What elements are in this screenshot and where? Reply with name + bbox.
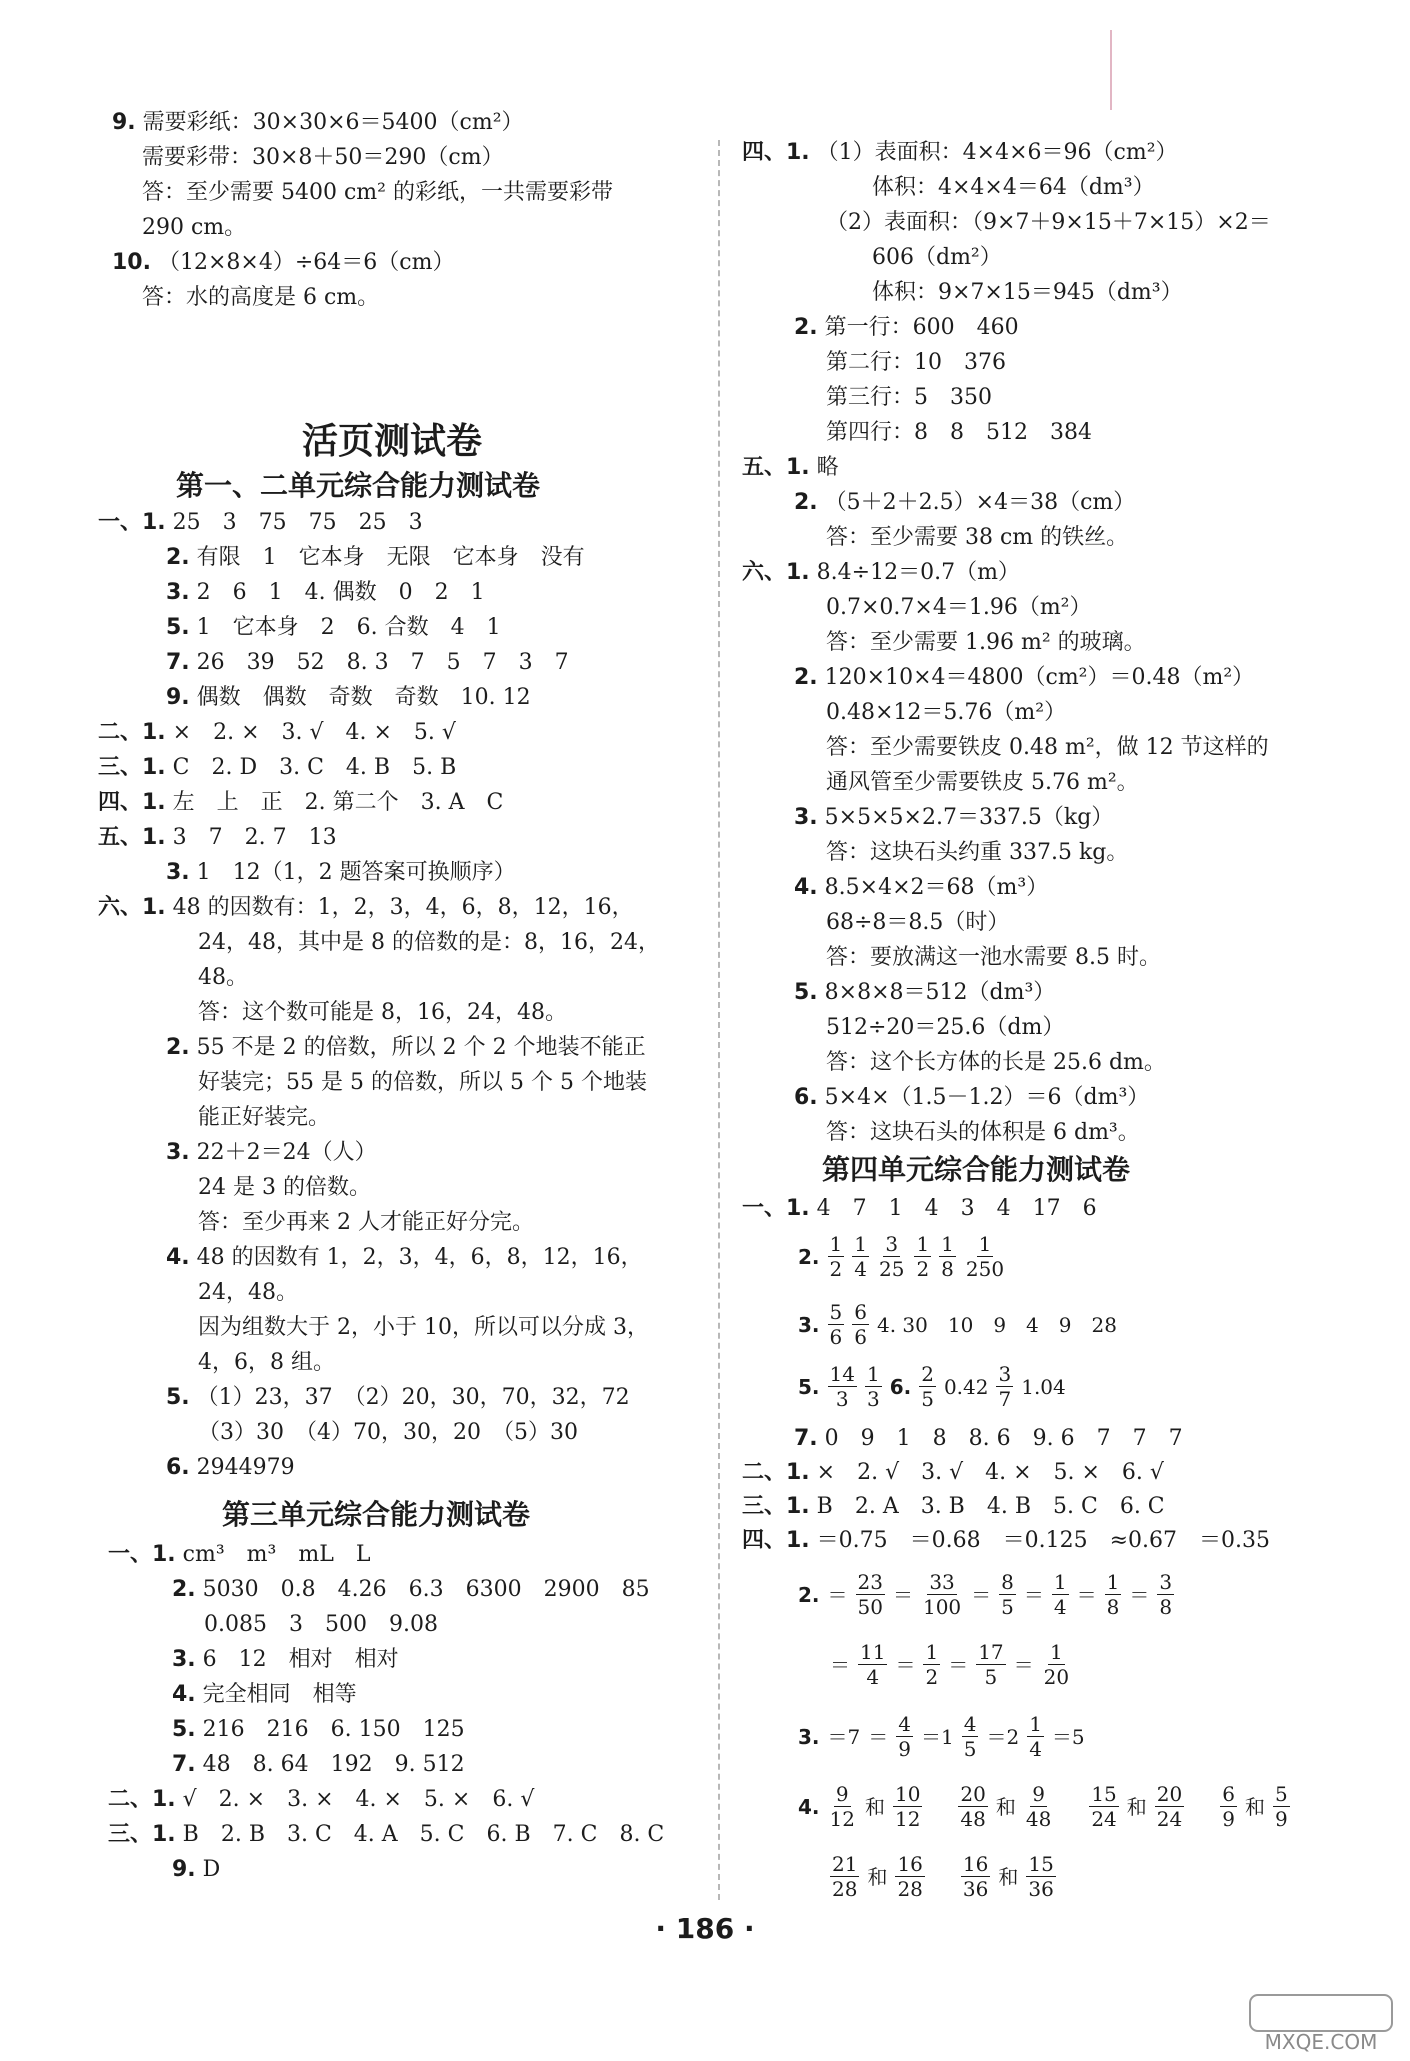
denominator: 2 (925, 1665, 939, 1689)
answer-line: 二、1. √ 2. × 3. × 4. × 5. × 6. √ (108, 1787, 535, 1812)
text-run: 和 (867, 1864, 888, 1889)
item-number: 3. (166, 1140, 190, 1165)
denominator: 3 (835, 1387, 849, 1411)
fraction (914, 1232, 931, 1281)
fraction (1220, 1782, 1237, 1831)
denominator: 5 (963, 1737, 977, 1761)
numerator: 1 (1050, 1640, 1063, 1664)
text-run: ＝5 (1051, 1724, 1085, 1749)
fraction (1105, 1570, 1122, 1619)
answer-line: 3. 1 12（1，2 题答案可换顺序） (166, 860, 516, 885)
item-number: 2. (166, 1035, 190, 1060)
denominator: 28 (897, 1877, 923, 1901)
item-number: 6. (166, 1455, 190, 1480)
text-run: ＝2 (986, 1724, 1020, 1749)
text-run: 和 (864, 1794, 885, 1819)
answer-line: （2）表面积：（9×7＋9×15＋7×15）×2＝ (826, 210, 1271, 235)
answer-line: 6. 5×4×（1.5－1.2）＝6（dm³） (794, 1085, 1150, 1110)
denominator: 28 (832, 1877, 858, 1901)
answer-line: 48。 (198, 965, 248, 990)
answer-line: 9. 需要彩纸：30×30×6＝5400（cm²） (112, 110, 524, 135)
answer-line: 答：这个数可能是 8，16，24，48。 (198, 1000, 567, 1025)
fraction (958, 1782, 987, 1831)
answer-line: 四、1. （1）表面积：4×4×6＝96（cm²） (742, 140, 1178, 165)
fraction-line (794, 1232, 1010, 1281)
fraction (996, 1362, 1013, 1411)
denominator: 6 (829, 1325, 843, 1349)
denominator: 48 (1025, 1807, 1052, 1831)
answer-line: 二、1. × 2. √ 3. √ 4. × 5. × 6. √ (742, 1460, 1164, 1485)
answer-line: 好装完；55 是 5 的倍数，所以 5 个 5 个地装 (198, 1070, 647, 1095)
answer-line: 4，6，8 组。 (198, 1350, 335, 1375)
answer-line: 24，48，其中是 8 的倍数的是：8，16，24， (198, 930, 660, 955)
fraction (1273, 1782, 1290, 1831)
text-run: ＝ (830, 1652, 850, 1677)
fraction (961, 1852, 990, 1901)
fraction (1042, 1640, 1071, 1689)
text-run: ＝ (1013, 1652, 1034, 1677)
item-number: 5. (798, 1374, 820, 1399)
denominator: 7 (998, 1387, 1012, 1411)
item-number: 四、1. (742, 1528, 810, 1553)
answer-line: 体积：9×7×15＝945（dm³） (872, 280, 1183, 305)
denominator: 24 (1156, 1807, 1183, 1831)
answer-line: 0.48×12＝5.76（m²） (826, 700, 1067, 725)
text-run (1061, 1795, 1081, 1819)
text-run: ＝ (895, 1652, 916, 1677)
answer-line: 答：至少需要 1.96 m² 的玻璃。 (826, 630, 1146, 655)
answer-line: 5. 8×8×8＝512（dm³） (794, 980, 1056, 1005)
item-number: 7. (172, 1752, 196, 1777)
answer-line: 7. 26 39 52 8. 3 7 5 7 3 7 (166, 650, 569, 675)
numerator: 8 (1001, 1570, 1014, 1594)
item-number: 二、1. (742, 1460, 810, 1485)
denominator: 50 (857, 1595, 883, 1619)
fraction (828, 1782, 857, 1831)
numerator: 15 (1028, 1852, 1054, 1876)
item-number: 五、1. (742, 455, 810, 480)
answer-line: （3）30 （4）70，30，20 （5）30 (198, 1420, 578, 1445)
numerator: 9 (1032, 1782, 1045, 1806)
item-number: 一、1. (98, 510, 166, 535)
answer-line: 答：水的高度是 6 cm。 (142, 285, 380, 310)
denominator: 100 (922, 1595, 962, 1619)
answer-line: 六、1. 8.4÷12＝0.7（m） (742, 560, 1020, 585)
answer-line: 0.085 3 500 9.08 (204, 1612, 438, 1637)
numerator: 5 (829, 1300, 843, 1324)
denominator: 3 (866, 1387, 880, 1411)
item-number: 三、1. (108, 1822, 176, 1847)
item-number: 二、1. (98, 720, 166, 745)
answer-line: 答：至少需要铁皮 0.48 m²，做 12 节这样的 (826, 735, 1269, 760)
item-number: 2. (172, 1577, 196, 1602)
answer-line: 2. 5030 0.8 4.26 6.3 6300 2900 85 (172, 1577, 650, 1602)
answer-line: 五、1. 3 7 2. 7 13 (98, 825, 337, 850)
fraction (865, 1362, 882, 1411)
answer-line: 四、1. ＝0.75 ＝0.68 ＝0.125 ≈0.67 ＝0.35 (742, 1528, 1271, 1553)
answer-line: 4. 48 的因数有 1，2，3，4，6，8，12，16， (166, 1245, 643, 1270)
answer-line: 答：要放满这一池水需要 8.5 时。 (826, 945, 1161, 970)
answer-line: 二、1. × 2. × 3. √ 4. × 5. √ (98, 720, 456, 745)
answer-line: 5. 1 它本身 2 6. 合数 4 1 (166, 615, 501, 640)
numerator: 9 (835, 1782, 849, 1806)
fraction-line (794, 1782, 1322, 1831)
item-number: 5. (172, 1717, 196, 1742)
numerator: 1 (829, 1232, 843, 1256)
fraction-line (794, 1362, 1070, 1411)
denominator: 8 (941, 1257, 954, 1281)
numerator: 3 (885, 1232, 899, 1256)
fraction-line (794, 1712, 1089, 1761)
item-number: 7. (166, 650, 190, 675)
denominator: 12 (829, 1807, 855, 1831)
fraction (895, 1852, 924, 1901)
answer-line: 一、1. 25 3 75 75 25 3 (98, 510, 423, 535)
fraction (828, 1300, 845, 1349)
answer-line: 答：至少再来 2 人才能正好分完。 (198, 1210, 534, 1235)
fraction (828, 1232, 845, 1281)
denominator: 4 (866, 1665, 880, 1689)
answer-line: 第三行：5 350 (826, 385, 992, 410)
denominator: 20 (1043, 1665, 1070, 1689)
answer-line: 290 cm。 (142, 215, 247, 240)
watermark-text: MXQE.COM (1264, 2030, 1378, 2053)
numerator: 23 (857, 1570, 883, 1594)
item-number: 9. (112, 110, 136, 135)
fraction (1026, 1852, 1055, 1901)
item-number: 7. (794, 1426, 818, 1451)
item-number: 三、1. (742, 1494, 810, 1519)
answer-line: 4. 完全相同 相等 (172, 1682, 357, 1707)
text-run: 和 (995, 1794, 1016, 1819)
item-number: 六、1. (98, 895, 166, 920)
answer-line: 五、1. 略 (742, 455, 839, 480)
numerator: 1 (978, 1232, 992, 1256)
answer-line: 四、1. 左 上 正 2. 第二个 3. A C (98, 790, 504, 815)
denominator: 48 (960, 1807, 986, 1831)
fraction (999, 1570, 1016, 1619)
denominator: 5 (921, 1387, 934, 1411)
text-run (1064, 1865, 1084, 1889)
answer-line: 因为组数大于 2，小于 10，所以可以分成 3， (198, 1315, 649, 1340)
numerator: 33 (929, 1570, 955, 1594)
numerator: 1 (941, 1232, 954, 1256)
answer-line: 7. 48 8. 64 192 9. 512 (172, 1752, 465, 1777)
fraction (1157, 1570, 1174, 1619)
answer-line: 0.7×0.7×4＝1.96（m²） (826, 595, 1092, 620)
fraction (893, 1782, 922, 1831)
item-number: 4. (798, 1794, 820, 1819)
numerator: 3 (998, 1362, 1012, 1386)
text-run: 1.04 (1021, 1374, 1066, 1399)
numerator: 20 (1156, 1782, 1183, 1806)
answer-line: 通风管至少需要铁皮 5.76 m²。 (826, 770, 1139, 795)
fraction (852, 1300, 869, 1349)
text-run (933, 1865, 953, 1889)
text-run: ＝1 (920, 1724, 954, 1749)
numerator: 16 (897, 1852, 923, 1876)
denominator: 250 (965, 1257, 1005, 1281)
item-number: 五、1. (98, 825, 166, 850)
fraction (1089, 1782, 1118, 1831)
text-run: ＝ (1076, 1582, 1097, 1607)
item-number: 5. (166, 615, 190, 640)
item-number: 三、1. (98, 755, 166, 780)
answer-line: 答：至少需要 38 cm 的铁丝。 (826, 525, 1129, 550)
fraction (964, 1232, 1006, 1281)
fraction (852, 1232, 869, 1281)
answer-line: 9. D (172, 1857, 221, 1882)
denominator: 2 (829, 1257, 843, 1281)
numerator: 4 (898, 1712, 911, 1736)
item-number: 5. (794, 980, 818, 1005)
numerator: 10 (894, 1782, 921, 1806)
answer-line: 3. 6 12 相对 相对 (172, 1647, 399, 1672)
answer-line: 7. 0 9 1 8 8. 6 9. 6 7 7 7 (794, 1426, 1183, 1451)
section-title: 第一、二单元综合能力测试卷 (176, 469, 541, 502)
denominator: 12 (894, 1807, 921, 1831)
text-run (930, 1795, 950, 1819)
fraction (919, 1362, 936, 1411)
fraction (923, 1640, 940, 1689)
item-number: 6. (794, 1085, 818, 1110)
section-title: 活页测试卷 (302, 421, 483, 462)
item-number: 3. (172, 1647, 196, 1672)
fraction (856, 1570, 885, 1619)
watermark-logo (1246, 1993, 1396, 2053)
fraction-line (794, 1300, 1121, 1349)
answer-line: 9. 偶数 偶数 奇数 奇数 10. 12 (166, 685, 531, 710)
answer-line: 3. 22＋2＝24（人） (166, 1140, 377, 1165)
numerator: 6 (1222, 1782, 1235, 1806)
text-run (1192, 1795, 1212, 1819)
numerator: 1 (866, 1362, 880, 1386)
item-number: 3. (166, 860, 190, 885)
text-run: 和 (998, 1864, 1019, 1889)
denominator: 4 (1029, 1737, 1042, 1761)
numerator: 5 (1274, 1782, 1288, 1806)
answer-line: 2. （5＋2＋2.5）×4＝38（cm） (794, 490, 1136, 515)
numerator: 16 (962, 1852, 989, 1876)
answer-line: 3. 2 6 1 4. 偶数 0 2 1 (166, 580, 485, 605)
numerator: 1 (925, 1640, 939, 1664)
item-number: 2. (798, 1582, 820, 1607)
numerator: 2 (921, 1362, 934, 1386)
item-number: 3. (794, 805, 818, 830)
item-number: 4. (166, 1245, 190, 1270)
page-number: · 186 · (655, 1912, 755, 1945)
answer-line: 能正好装完。 (198, 1105, 331, 1130)
numerator: 1 (916, 1232, 930, 1256)
text-run: ＝ (868, 1724, 889, 1749)
item-number: 六、1. (742, 560, 810, 585)
fraction (921, 1570, 963, 1619)
item-number: 一、1. (742, 1196, 810, 1221)
edge-mark (1110, 30, 1112, 110)
denominator: 24 (1091, 1807, 1117, 1831)
text-run (1298, 1795, 1318, 1819)
numerator: 17 (978, 1640, 1004, 1664)
column-divider (718, 140, 720, 1900)
fraction (962, 1712, 979, 1761)
denominator: 36 (962, 1877, 989, 1901)
numerator: 20 (960, 1782, 986, 1806)
item-number: 2. (166, 545, 190, 570)
item-number: 四、1. (98, 790, 166, 815)
numerator: 14 (829, 1362, 855, 1386)
numerator: 4 (963, 1712, 977, 1736)
answer-line: 第四行：8 8 512 384 (826, 420, 1092, 445)
denominator: 25 (878, 1257, 905, 1281)
answer-line: 答：这块石头的体积是 6 dm³。 (826, 1120, 1140, 1145)
answer-line: 答：这块石头约重 337.5 kg。 (826, 840, 1129, 865)
item-number: 四、1. (742, 140, 810, 165)
item-number: 9. (172, 1857, 196, 1882)
fraction (1024, 1782, 1053, 1831)
fraction-line (794, 1570, 1178, 1619)
item-number: 4. (172, 1682, 196, 1707)
answer-line: 三、1. B 2. A 3. B 4. B 5. C 6. C (742, 1494, 1165, 1519)
fraction (896, 1712, 913, 1761)
denominator: 8 (1159, 1595, 1173, 1619)
numerator: 1 (1053, 1570, 1067, 1594)
fraction-line (826, 1852, 1088, 1901)
answer-line: 2. 120×10×4＝4800（cm²）＝0.48（m²） (794, 665, 1255, 690)
item-number: 一、1. (108, 1542, 176, 1567)
answer-line: 第二行：10 376 (826, 350, 1006, 375)
text-run: ＝ (827, 1582, 848, 1607)
denominator: 9 (898, 1737, 911, 1761)
answer-line: 需要彩带：30×8＋50＝290（cm） (142, 145, 504, 170)
item-number: 2. (794, 490, 818, 515)
numerator: 11 (860, 1640, 886, 1664)
numerator: 6 (854, 1300, 867, 1324)
answer-line: 512÷20＝25.6（dm） (826, 1015, 1065, 1040)
answer-line: 2. 第一行：600 460 (794, 315, 1019, 340)
text-run: ＝ (1023, 1582, 1044, 1607)
numerator: 3 (1159, 1570, 1173, 1594)
item-number: 3. (166, 580, 190, 605)
answer-line: 答：至少需要 5400 cm² 的彩纸，一共需要彩带 (142, 180, 613, 205)
item-number: 6. (889, 1374, 912, 1399)
text-run: 4. 30 10 9 4 9 28 (876, 1312, 1117, 1337)
item-number: 4. (794, 875, 818, 900)
answer-line: 5. （1）23，37 （2）20，30，70，32，72 (166, 1385, 630, 1410)
text-run: ＝ (1129, 1582, 1150, 1607)
answer-line: 体积：4×4×4＝64（dm³） (872, 175, 1155, 200)
denominator: 5 (1001, 1595, 1014, 1619)
answer-line: 24，48。 (198, 1280, 298, 1305)
fraction (830, 1852, 859, 1901)
answer-line: 3. 5×5×5×2.7＝337.5（kg） (794, 805, 1114, 830)
denominator: 8 (1106, 1595, 1120, 1619)
fraction (976, 1640, 1005, 1689)
answer-line: 4. 8.5×4×2＝68（m³） (794, 875, 1049, 900)
answer-line: 一、1. cm³ m³ mL L (108, 1542, 371, 1567)
answer-line: 2. 有限 1 它本身 无限 它本身 没有 (166, 545, 585, 570)
item-number: 9. (166, 685, 190, 710)
text-run: ＝ (892, 1582, 913, 1607)
text-run: ＝7 (827, 1724, 861, 1749)
item-number: 3. (798, 1312, 820, 1337)
item-number: 5. (166, 1385, 190, 1410)
answer-line: 6. 2944979 (166, 1455, 295, 1480)
answer-line: 三、1. B 2. B 3. C 4. A 5. C 6. B 7. C 8. C (108, 1822, 665, 1847)
denominator: 4 (854, 1257, 867, 1281)
item-number: 二、1. (108, 1787, 176, 1812)
text-run: ＝ (948, 1652, 969, 1677)
fraction (1052, 1570, 1069, 1619)
item-number: 2. (794, 665, 818, 690)
fraction-line (826, 1640, 1075, 1689)
fraction (939, 1232, 956, 1281)
text-run: 和 (1126, 1794, 1147, 1819)
denominator: 5 (984, 1665, 998, 1689)
answer-line: 一、1. 4 7 1 4 3 4 17 6 (742, 1196, 1097, 1221)
denominator: 4 (1053, 1595, 1067, 1619)
item-number: 2. (798, 1244, 820, 1269)
fraction (877, 1232, 906, 1281)
text-run: 0.42 (943, 1374, 989, 1399)
answer-line: 2. 55 不是 2 的倍数，所以 2 个 2 个地装不能正 (166, 1035, 646, 1060)
numerator: 1 (1029, 1712, 1042, 1736)
answer-line: 10. （12×8×4）÷64＝6（cm） (112, 250, 455, 275)
denominator: 36 (1028, 1877, 1054, 1901)
answer-line: 5. 216 216 6. 150 125 (172, 1717, 465, 1742)
numerator: 1 (1106, 1570, 1120, 1594)
answer-line: 24 是 3 的倍数。 (198, 1175, 371, 1200)
numerator: 21 (832, 1852, 858, 1876)
fraction (1027, 1712, 1044, 1761)
answer-line: 68÷8＝8.5（时） (826, 910, 1010, 935)
text-run: 和 (1244, 1794, 1265, 1819)
denominator: 9 (1222, 1807, 1235, 1831)
item-number: 3. (798, 1724, 820, 1749)
item-number: 10. (112, 250, 151, 275)
section-title: 第四单元综合能力测试卷 (822, 1153, 1131, 1186)
fraction (1155, 1782, 1184, 1831)
denominator: 9 (1274, 1807, 1288, 1831)
section-title: 第三单元综合能力测试卷 (222, 1498, 531, 1531)
fraction (858, 1640, 887, 1689)
fraction (828, 1362, 857, 1411)
numerator: 1 (854, 1232, 867, 1256)
answer-line: 六、1. 48 的因数有：1，2，3，4，6，8，12，16， (98, 895, 634, 920)
answer-line: 606（dm²） (872, 245, 1002, 270)
numerator: 15 (1091, 1782, 1117, 1806)
answer-line: 三、1. C 2. D 3. C 4. B 5. B (98, 755, 457, 780)
denominator: 6 (854, 1325, 867, 1349)
denominator: 2 (916, 1257, 930, 1281)
answer-line: 答：这个长方体的长是 25.6 dm。 (826, 1050, 1166, 1075)
text-run: ＝ (971, 1582, 992, 1607)
item-number: 2. (794, 315, 818, 340)
